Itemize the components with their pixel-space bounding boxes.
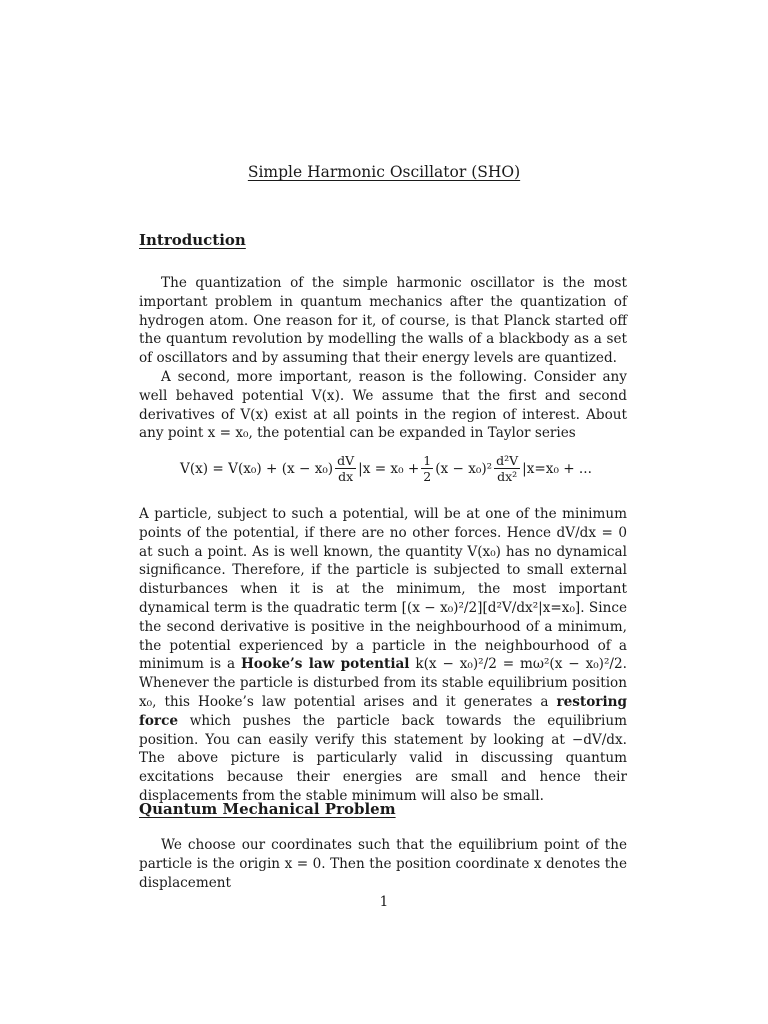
section-heading-quantum-problem: Quantum Mechanical Problem (139, 800, 396, 818)
para3-part-c: which pushes the particle back towards the equilibrium position. You can easily verify this statement by looking at −dV/dx. The above picture is particularly valid in discussing quantum excitations because their energies are small and hence their displacements from the stable minimum will also be small. (139, 712, 627, 804)
equation-tail: |x=x₀ + ... (522, 460, 592, 477)
frac-numerator: d²V (496, 453, 519, 468)
quantum-paragraph-1 (139, 836, 627, 892)
frac-numerator: 1 (423, 453, 432, 468)
equation-frac-second-derivative (494, 453, 520, 484)
hookes-law-term: Hooke’s law potential (240, 656, 410, 673)
document-title: Simple Harmonic Oscillator (SHO) (247, 163, 521, 181)
section-heading-introduction: Introduction (139, 231, 246, 249)
para3-part-a: A particle, subject to such a potential, will be at one of the minimum points of the potential, if there are no other forces. Hence dV/dx = 0 at such a point. As is well known, the quantity V(x₀) has no dynamical significance. Therefore, if the particle is subjected to small external disturbances when it is at the minimum, the most important dynamical term is the quadratic term [(x − x₀)²/2][d²V/dx²|x=x₀]. Since the second derivative is positive in the neighbourhood of a minimum, the potential experienced by a particle in the neighbourhood of a minimum is a (139, 506, 627, 673)
intro-paragraph-2 (139, 368, 627, 443)
equation-lhs: V(x) = V(x₀) + (x − x₀) (180, 460, 334, 477)
intro-paragraph-1-text: The quantization of the simple harmonic oscillator is the most important problem in quantum mechanics after the quantization of hydrogen atom. One reason for it, of course, is that Planck started off the quantum revolution by modelling the walls of a blackbody as a set of oscillators and by assuming that their energy levels are quantized. (139, 275, 627, 367)
equation-frac-half (421, 453, 433, 484)
intro-paragraph-1 (139, 274, 627, 368)
page-number: 1 (379, 894, 389, 910)
intro-paragraph-2-text: A second, more important, reason is the following. Consider any well behaved potential V(x). We assume that the first and second derivatives of V(x) exist at all points in the region of interest. About any point x = x₀, the potential can be expanded in Taylor series (139, 369, 627, 442)
quantum-paragraph-1-text: We choose our coordinates such that the equilibrium point of the particle is the origin x = 0. Then the position coordinate x denotes the displacement (139, 837, 627, 891)
frac-denominator: 2 (423, 469, 432, 484)
frac-denominator: dx² (497, 469, 518, 484)
para3-part-b: k(x − x₀)²/2 = mω²(x − x₀)²/2. Whenever the particle is disturbed from its stable equilibrium position x₀, this Hooke’s law potential arises and it generates a (139, 656, 627, 710)
taylor-equation (180, 453, 620, 484)
frac-denominator: dx (338, 469, 354, 484)
equation-frac-dv-dx (335, 453, 356, 484)
intro-paragraph-3-text (139, 505, 627, 806)
frac-numerator: dV (337, 453, 355, 468)
intro-paragraph-3 (139, 505, 627, 806)
equation-mid: |x = x₀ + (358, 460, 420, 477)
restoring-force-term: restoring force (139, 693, 627, 729)
equation-mid2: (x − x₀)² (435, 460, 493, 477)
